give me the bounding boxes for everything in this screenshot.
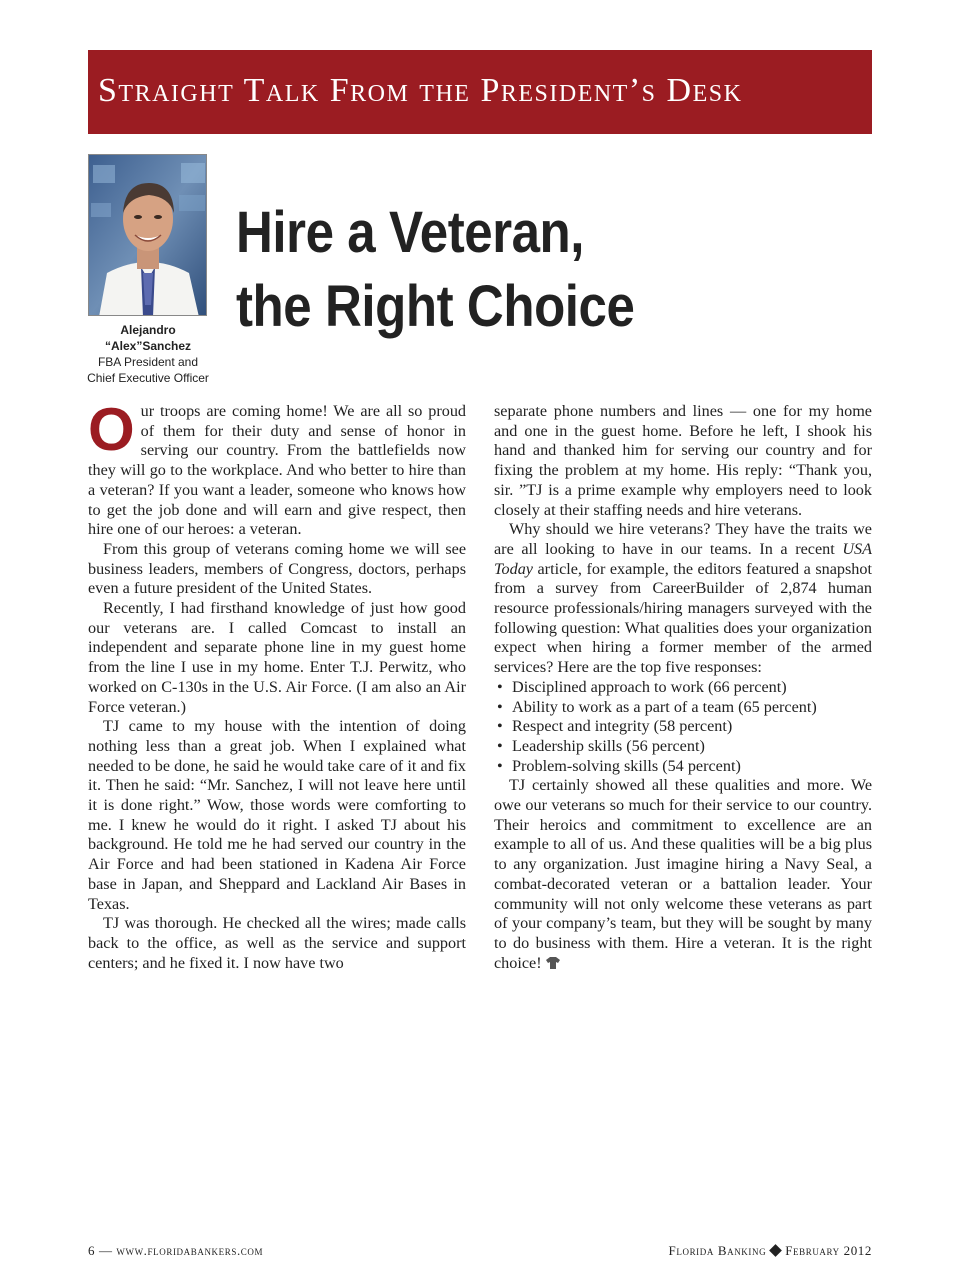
list-item: • Problem-solving skills (54 percent): [494, 757, 872, 777]
paragraph-7-before: Why should we hire veterans? They have the traits we are all looking to have in our teams. In a recent: [494, 520, 872, 558]
author-role-line2: Chief Executive Officer: [87, 371, 209, 385]
portrait-image: [89, 155, 207, 316]
survey-results-list: [494, 678, 872, 777]
headline-line2: the Right Choice: [236, 274, 635, 339]
list-item: • Leadership skills (56 percent): [494, 737, 872, 757]
list-item: • Disciplined approach to work (66 percent): [494, 678, 872, 698]
author-nickname: “Alex”Sanchez: [104, 339, 192, 353]
headline-line1: Hire a Veteran,: [236, 200, 585, 265]
footer-page-info: [88, 1243, 263, 1259]
footer-date: February 2012: [785, 1243, 872, 1258]
author-caption: [80, 322, 216, 386]
article-headline: [236, 196, 764, 344]
article-paragraph-5: TJ was thorough. He checked all the wires; made calls back to the office, as well as the service and support centers; and he fixed it. I now have two: [88, 914, 466, 972]
paragraph-1-text: ur troops are coming home! We are all so proud of them for their duty and sense of honor in serving our country. From the battlefields now they will go to the workplace. And who better to hire than a veteran? If you want a leader, someone who knows how to get the job done and will earn and give respect, then hire one of our heroes: a veteran.: [88, 402, 466, 539]
author-role-line1: FBA President and: [97, 355, 199, 369]
article-paragraph-7: [494, 520, 872, 678]
section-banner: [88, 50, 872, 134]
article-paragraph-8: [494, 776, 872, 973]
drop-cap: O: [88, 396, 135, 463]
paragraph-8-text: TJ certainly showed all these qualities and more. We owe our veterans so much for their service to our country. Their heroics and commitment to excellence are an example to all of us. And these qualities will be a big plus to any organization. Just imagine hiring a Navy Seal, a combat-decorated veteran or a battalion leader. Your community will not only welcome these veterans as part of your company’s team, but they will be sought by many to do business with them. Hire a veteran. It is the right choice!: [494, 776, 872, 972]
footer-page-url: 6 — www.floridabankers.com: [88, 1243, 264, 1258]
footer-publication-name: Florida Banking: [668, 1243, 767, 1258]
list-item: • Respect and integrity (58 percent): [494, 717, 872, 737]
author-first-name: Alejandro: [120, 323, 176, 337]
paragraph-7-after: article, for example, the editors featured a snapshot from a survey from CareerBuilder of 2,874 human resource professionals/hiring managers surveyed with the following question: What qualities does your organization expect when hiring a former member of the armed services? Here are the top five responses:: [494, 559, 872, 677]
article-paragraph-2: From this group of veterans coming home we will see business leaders, members of Congress, doctors, perhaps even a future president of the United States.: [88, 539, 466, 598]
article-paragraph-3: Recently, I had firsthand knowledge of just how good our veterans are. I called Comcast to install an independent and separate phone line in my guest home from the line I use in my home. Enter T.J. Perwitz, who worked on C-130s in the U.S. Air Force. (I am also an Air Force veteran.): [88, 599, 466, 716]
article-column-right: [494, 402, 872, 973]
diamond-icon: [769, 1244, 782, 1257]
article-paragraph-6: separate phone numbers and lines — one for my home and one in the guest home. Before he left, I shook his hand and thanked him for serving our country and for fixing the problem at my home. His reply: “Thank you, sir. ”TJ is a prime example why employers need to look closely at their staffing needs and hire veterans.: [494, 402, 872, 519]
article-paragraph-1: [88, 396, 466, 540]
publication-name: USA Today: [494, 539, 872, 578]
article-paragraph-4: TJ came to my house with the intention of doing nothing less than a great job. When I explained what needed to be done, he said he would take care of it and fix it. Then he said: “Mr. Sanchez, I will not leave here until it is done right.” Wow, those words were comforting to me. I knew he would do it right. I asked TJ about his background. He told me he had served our country in the Air Force and had been stationed in Kadena Air Force base in Japan, and Sheppard and Lackland Air Bases in Texas.: [88, 717, 466, 913]
list-item: • Ability to work as a part of a team (65 percent): [494, 698, 872, 718]
footer-publication: [669, 1243, 872, 1259]
article-column-left: [88, 396, 466, 973]
shirt-end-mark-icon: [546, 957, 560, 969]
banner-title: Straight Talk From the President’s Desk: [98, 72, 743, 109]
author-photo: [88, 154, 207, 316]
